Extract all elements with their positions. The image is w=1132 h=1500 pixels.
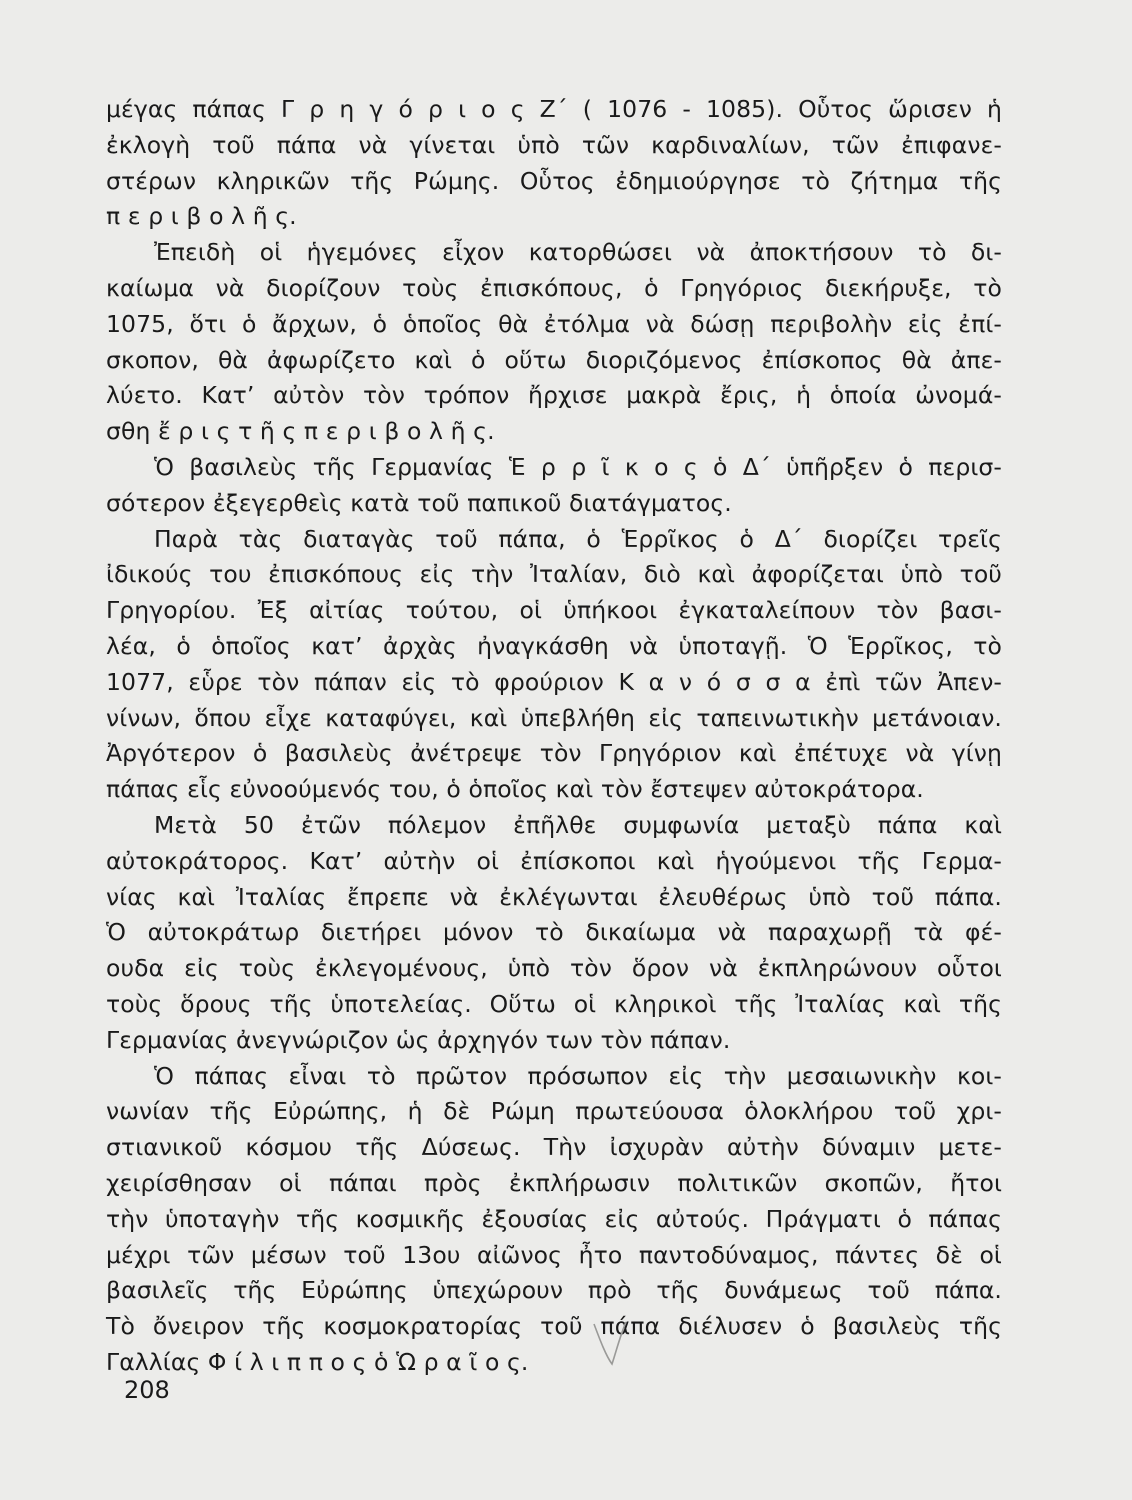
text-line: 1075, ὅτι ὁ ἄρχων, ὁ ὁποῖος θὰ ἐτόλμα νὰ δώσῃ περιβολὴν εἰς ἐπί- (106, 309, 1002, 338)
text-line: μέχρι τῶν μέσων τοῦ 13ου αἰῶνος ἦτο παντοδύναμος, πάντες δὲ οἱ (106, 1240, 1002, 1269)
text-line: στιανικοῦ κόσμου τῆς Δύσεως. Τὴν ἰσχυρὰν αὐτὴν δύναμιν μετε- (106, 1133, 1002, 1162)
text-line: πάπας εἷς εὐνοούμενός του, ὁ ὁποῖος καὶ τὸν ἔστεψεν αὐτοκράτορα. (106, 775, 924, 804)
text-line: Μετὰ 50 ἐτῶν πόλεμον ἐπῆλθε συμφωνία μεταξὺ πάπα καὶ (154, 810, 1002, 839)
text-line: Γρηγορίου. Ἐξ αἰτίας τούτου, οἱ ὑπήκοοι ἐγκαταλείπουν τὸν βασι- (106, 596, 1002, 625)
text-line: Τὸ ὄνειρον τῆς κοσμοκρατορίας τοῦ πάπα διέλυσεν ὁ βασιλεὺς τῆς (106, 1312, 1002, 1341)
text-line: π ε ρ ι β ο λ ῆ ς. (106, 202, 297, 231)
page-number: 208 (124, 1376, 170, 1404)
text-line: τοὺς ὅρους τῆς ὑποτελείας. Οὕτω οἱ κληρικοὶ τῆς Ἰταλίας καὶ τῆς (106, 989, 1002, 1018)
text-line: Ἐπειδὴ οἱ ἡγεμόνες εἶχον κατορθώσει νὰ ἀποκτήσουν τὸ δι- (154, 238, 1002, 267)
text-line: Γερμανίας ἀνεγνώριζον ὡς ἀρχηγόν των τὸν πάπαν. (106, 1025, 731, 1054)
text-line: Γαλλίας Φ ί λ ι π π ο ς ὁ Ὡ ρ α ῖ ο ς. (106, 1347, 529, 1376)
text-line: καίωμα νὰ διορίζουν τοὺς ἐπισκόπους, ὁ Γρηγόριος διεκήρυξε, τὸ (106, 273, 1002, 302)
text-line: αὐτοκράτορος. Κατ’ αὐτὴν οἱ ἐπίσκοποι καὶ ἡγούμενοι τῆς Γερμα- (106, 846, 1002, 875)
text-line: μέγας πάπας Γ ρ η γ ό ρ ι ο ς Ζ΄ ( 1076 - 1085). Οὗτος ὥρισεν ἡ (106, 95, 1002, 123)
text-line: βασιλεῖς τῆς Εὐρώπης ὑπεχώρουν πρὸ τῆς δυνάμεως τοῦ πάπα. (106, 1276, 1002, 1305)
text-line: Παρὰ τὰς διαταγὰς τοῦ πάπα, ὁ Ἑρρῖκος ὁ Δ΄ διορίζει τρεῖς (154, 524, 1002, 553)
text-line: Ὁ βασιλεὺς τῆς Γερμανίας Ἑ ρ ρ ῖ κ ο ς ὁ Δ΄ ὑπῆρξεν ὁ περισ- (154, 452, 1002, 481)
handwritten-check-mark (590, 1318, 630, 1368)
text-line: σθη ἔ ρ ι ς τ ῆ ς π ε ρ ι β ο λ ῆ ς. (106, 417, 495, 446)
text-line: σκοπον, θὰ ἀφωρίζετο καὶ ὁ οὕτω διοριζόμενος ἐπίσκοπος θὰ ἀπε- (106, 345, 1002, 374)
text-line: ἰδικούς του ἐπισκόπους εἰς τὴν Ἰταλίαν, διὸ καὶ ἀφορίζεται ὑπὸ τοῦ (106, 560, 1002, 589)
text-line: λύετο. Κατ’ αὐτὸν τὸν τρόπον ἤρχισε μακρὰ ἔρις, ἡ ὁποία ὠνομά- (106, 381, 1002, 410)
text-line: νίνων, ὅπου εἶχε καταφύγει, καὶ ὑπεβλήθη εἰς ταπεινωτικὴν μετάνοιαν. (106, 703, 1002, 732)
body-text (106, 92, 1002, 1381)
text-line: Ἀργότερον ὁ βασιλεὺς ἀνέτρεψε τὸν Γρηγόριον καὶ ἐπέτυχε νὰ γίνῃ (106, 739, 1002, 768)
text-line: χειρίσθησαν οἱ πάπαι πρὸς ἐκπλήρωσιν πολιτικῶν σκοπῶν, ἤτοι (106, 1168, 1002, 1197)
text-line: σότερον ἐξεγερθεὶς κατὰ τοῦ παπικοῦ διατάγματος. (106, 488, 732, 517)
text-line: νωνίαν τῆς Εὐρώπης, ἡ δὲ Ρώμη πρωτεύουσα ὁλοκλήρου τοῦ χρι- (106, 1097, 1002, 1126)
text-line: 1077, εὗρε τὸν πάπαν εἰς τὸ φρούριον Κ α ν ό σ σ α ἐπὶ τῶν Ἀπεν- (106, 667, 1002, 696)
text-line: λέα, ὁ ὁποῖος κατ’ ἀρχὰς ἠναγκάσθη νὰ ὑποταγῇ. Ὁ Ἑρρῖκος, τὸ (106, 631, 1002, 660)
text-line: στέρων κληρικῶν τῆς Ρώμης. Οὗτος ἐδημιούργησε τὸ ζήτημα τῆς (106, 166, 1002, 195)
text-line: Ὁ πάπας εἶναι τὸ πρῶτον πρόσωπον εἰς τὴν μεσαιωνικὴν κοι- (154, 1061, 1002, 1090)
text-line: ἐκλογὴ τοῦ πάπα νὰ γίνεται ὑπὸ τῶν καρδιναλίων, τῶν ἐπιφανε- (106, 130, 1002, 159)
text-line: τὴν ὑποταγὴν τῆς κοσμικῆς ἐξουσίας εἰς αὐτούς. Πράγματι ὁ πάπας (106, 1204, 1002, 1233)
text-line: ουδα εἰς τοὺς ἐκλεγομένους, ὑπὸ τὸν ὅρον νὰ ἐκπληρώνουν οὗτοι (106, 954, 1002, 983)
text-line: Ὁ αὐτοκράτωρ διετήρει μόνον τὸ δικαίωμα νὰ παραχωρῇ τὰ φέ- (106, 918, 1002, 947)
text-line: νίας καὶ Ἰταλίας ἔπρεπε νὰ ἐκλέγωνται ἐλευθέρως ὑπὸ τοῦ πάπα. (106, 882, 1002, 911)
